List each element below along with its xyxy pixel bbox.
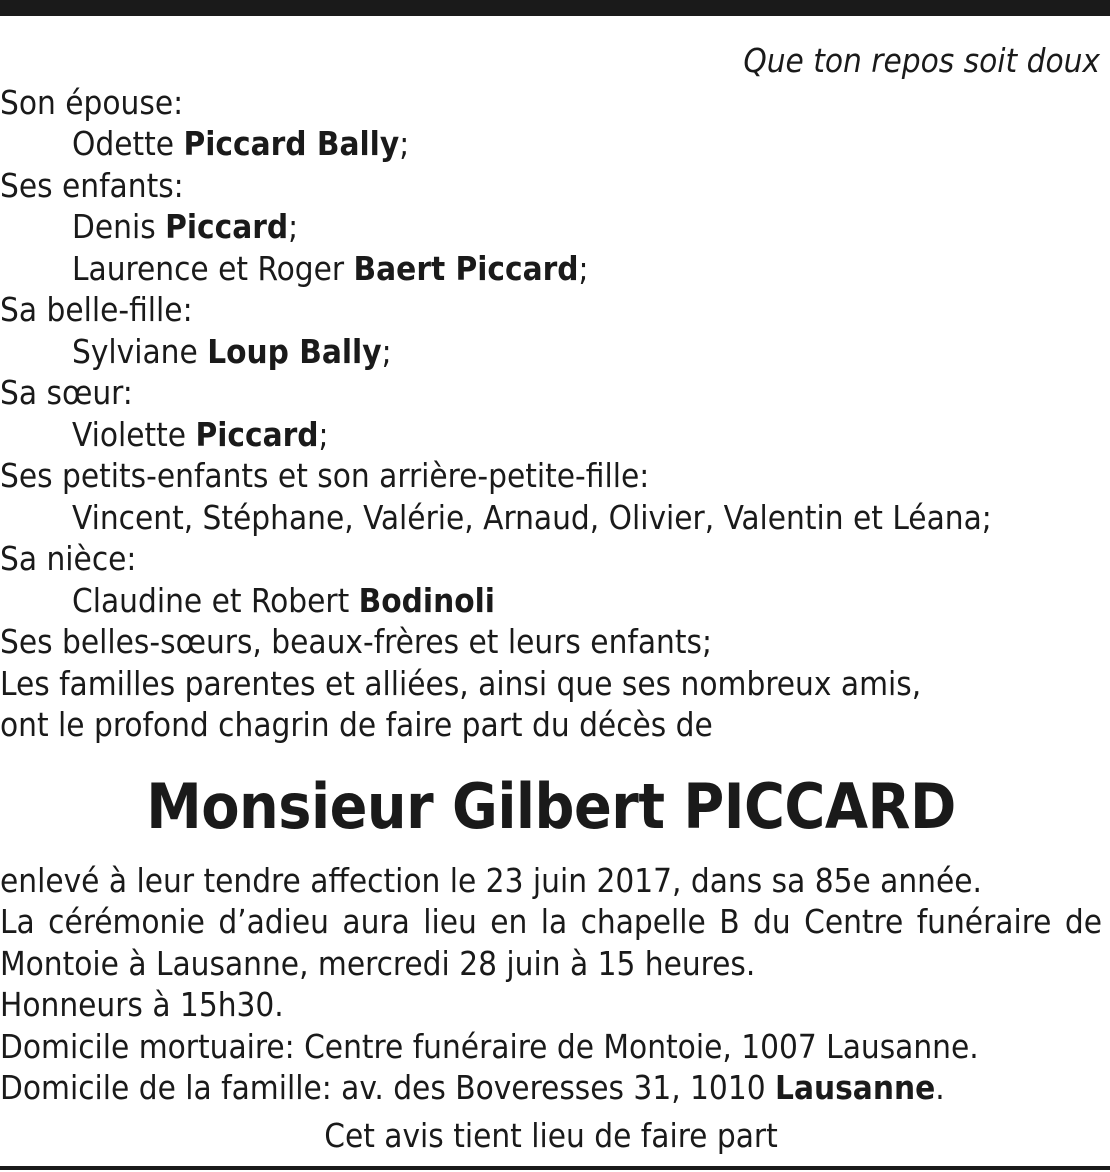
obituary-notice [0,40,1102,1156]
children-heading: Ses enfants: [0,165,184,205]
ceremony-paragraph: La cérémonie d’adieu aura lieu en la chapelle B du Centre funéraire de Montoie à Lausanne, mercredi 28 juin à 15 heures. [0,902,1102,983]
grandchildren-heading: Ses petits-enfants et son arrière-petite-fille: [0,456,650,495]
sister-entry [0,414,1102,456]
sister-heading: Sa sœur: [0,373,133,412]
child-entry [0,206,1102,248]
daughter-in-law-punct: ; [381,331,392,371]
daughter-in-law-last-name: Loup Bally [207,331,382,371]
wife-first-name: Odette [72,124,175,163]
sister-punct: ; [318,414,329,454]
announcement-line: ont le profond chagrin de faire part du décès de [0,705,713,744]
niece-last-name: Bodinoli [358,580,495,620]
child-first-name: Denis [72,207,156,246]
family-home-city: Lausanne [775,1068,936,1107]
wife-entry [0,123,1102,165]
deceased-name: Monsieur Gilbert PICCARD [146,769,956,843]
daughter-in-law-entry [0,331,1102,373]
sister-first-name: Violette [72,414,187,454]
epigraph: Que ton repos soit doux [743,41,1100,80]
child-punct: ; [578,248,589,288]
grandchildren-names: Vincent, Stéphane, Valérie, Arnaud, Olivier, Valentin et Léana; [72,497,992,537]
top-rule [0,0,1110,16]
bottom-rule [0,1166,1110,1170]
daughter-in-law-heading: Sa belle-fille: [0,290,193,329]
death-line: enlevé à leur tendre affection le 23 juin 2017, dans sa 85e année. [0,860,982,900]
daughter-in-law-first-name: Sylviane [72,331,198,371]
honors-line: Honneurs à 15h30. [0,985,284,1024]
child-last-name: Baert Piccard [353,248,579,288]
niece-first-name: Claudine et Robert [72,580,350,620]
mortuary-line: Domicile mortuaire: Centre funéraire de Montoie, 1007 Lausanne. [0,1026,979,1066]
family-home-address: Domicile de la famille: av. des Boveresses 31, 1010 [0,1068,766,1107]
wife-punct: ; [399,124,410,163]
closing-notice: Cet avis tient lieu de faire part [324,1115,778,1155]
in-laws-line: Ses belles-sœurs, beaux-frères et leurs enfants; [0,622,712,661]
child-entry [0,248,1102,290]
niece-entry [0,580,1102,622]
family-home-line [0,1067,1102,1109]
family-home-punct: . [935,1068,945,1107]
niece-heading: Sa nièce: [0,539,137,578]
wife-heading: Son épouse: [0,82,184,122]
child-punct: ; [288,207,299,246]
families-line: Les familles parentes et alliées, ainsi que ses nombreux amis, [0,663,922,703]
wife-last-name: Piccard Bally [183,124,400,163]
child-last-name: Piccard [165,207,289,246]
sister-last-name: Piccard [195,414,319,454]
child-first-name: Laurence et Roger [72,248,345,288]
